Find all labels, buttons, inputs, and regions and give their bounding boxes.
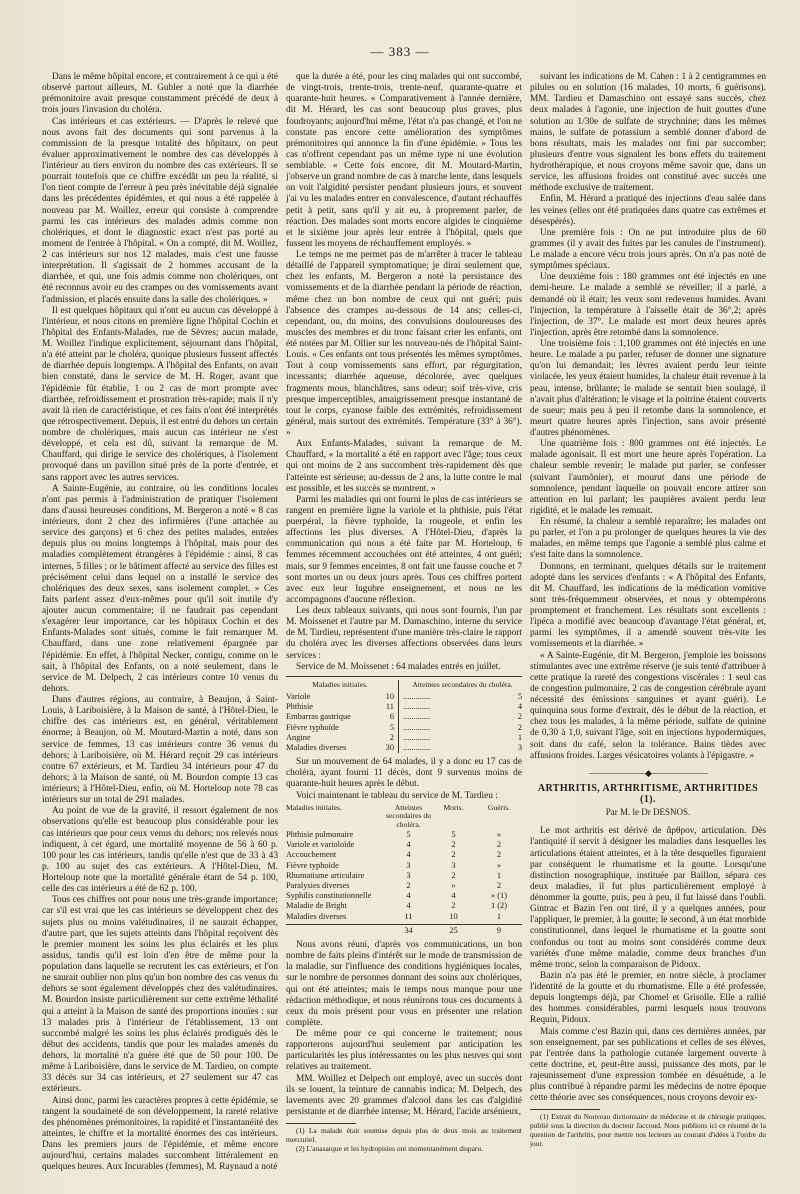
- paragraph: que la durée a été, pour les cinq malades qui ont succombé, de vingt-trois, trente-trois, trente-neuf, quarante-quatre et quarante-huit heures. « Comparativement à l'année dernière, dit M. Hérard, les cas sont beaucoup plus graves, plus foudroyants; aujourd'hui même, l'état n'a pas changé, et l'on ne constate pas encore cette amélioration des symptômes prémonitoires qui annonce la fin d'une épidémie. » Tous les cas n'offrent cependant pas un même type ni une évolution semblable. « Cette fois encore, dit M. Moutard-Martin, j'observe un grand nombre de cas à marche lente, dans lesquels on voit l'algidité persister pendant plusieurs jours, et souvent j'ai vu les malades entrer en convalescence, d'autant réchauffés petit à petit, sans qu'il y ait eu, à proprement parler, de réaction. Des malades sont morts encore algides le cinquième et le sixième jour après leur entrée à l'hôpital, quels que fussent les moyens de réchauffement employés. »: [286, 72, 522, 249]
- header-name: Maladies initiales.: [286, 802, 342, 812]
- table-row: Rhumatisme articulaire 3 2 1: [286, 870, 502, 880]
- page-number: — 383 —: [370, 44, 430, 59]
- paragraph: Dans d'autres régions, au contraire, à Beaujon, à Saint-Louis, à Lariboisière, à la Maison de santé, à l'Hôtel-Dieu, le chiffre des cas intérieurs est, en général, véritablement énorme; à Beaujon, où M. Moutard-Martin a noté, dans son service de femmes, 13 cas intérieurs contre 36 venus du dehors; à Lariboisière, où M. Hérard reçoit 29 cas intérieurs contre 67 extérieurs, et M. Tardieu 34 intérieurs pour 47 du dehors; à la Maison de santé, où M. Bourdon compte 13 cas intérieurs; à l'Hôtel-Dieu, enfin, où M. Horteloup note 78 cas intérieurs sur un total de 291 malades.: [42, 695, 278, 806]
- paragraph: Une deuxième fois : 180 grammes ont été injectés en une demi-heure. Le malade a semblé se réveiller; il a parlé, a demandé où il était; les veux sont redevenus humides. Avant l'injection, la température à l'aisselle était de 36°,2; après l'injection, de 37°. Le malade est mort deux heures après l'injection, après être retombé dans la somnolence.: [530, 272, 766, 338]
- header-atteintes: Atteintes secondaires du choléra.: [386, 802, 431, 830]
- tardieu-table: [286, 804, 522, 936]
- table-row: Variole 10: [286, 691, 394, 701]
- table-row: Phthisie pulmonaire 5 5 »: [286, 830, 502, 840]
- table-row: Maladies diverses 30: [286, 742, 394, 752]
- paragraph: Le mot arthritis est dérivé de ἄρθρον, articulation. Dès l'antiquité il servit à désigner les maladies dans lesquelles les articulations étaient atteintes, et à la tête desquelles figuraient par conséquent le rhumatisme et la goutte. Lorsqu'une distinction nosographique, instituée par Baillou, sépara ces deux maladies, il fut plus particulièrement employé à dénommer la goutte, puis, peu à peu, il fut laissé dans l'oubli. Gintrac et Bazin l'en ont tiré, il y a quelques années, pour l'appliquer, le premier, à la goutte; le second, à un état morbide constitutionnel, dans lequel le rhumatisme et la goutte sont confondus ou tout au moins sont considérés comme deux variétés d'une même maladie, comme deux branches d'un même tronc, selon la comparaison de Pidoux.: [530, 826, 766, 970]
- header-morts: Morts.: [443, 802, 464, 812]
- table-total-row: 34 25 9: [286, 924, 522, 936]
- footnote-rule: [286, 1123, 356, 1124]
- table-row: Fièvre typhoïde 5: [286, 722, 394, 732]
- table-row: Accouchement 4 2 2: [286, 850, 502, 860]
- paragraph: Mais comme c'est Bazin qui, dans ces dernières années, par son enseignement, par ses publications et celles de ses élèves, par l'entrée dans la pathologie cutanée largement ouverte à cette doctrine, et, peut-être aussi, puissance des mots, par le rajeunissement d'une expression tombée en désuétude, a le plus contribué à répandre parmi les médecins de notre époque cette théorie avec ses conséquences, nous croyons devoir ex-: [530, 1026, 766, 1104]
- table-left-part: [286, 680, 399, 753]
- section-divider: ———————◆———————: [589, 767, 707, 778]
- paragraph: « A Sainte-Eugénie, dit M. Bergeron, j'emploie les boissons stimulantes avec une extrême réserve (je suis tenté d'attribuer à cette pratique la rareté des congestions viscérales : 1 seul cas de congestion pulmonaire, 2 cas de congestion cérébrale ayant nécessité des émissions sanguines et ayant guéri). Le quinquina sous forme d'extrait, dès le début de la réaction, et chez tous les malades, à la même période, sulfate de quinine de 0,30 à 1,0, suivant l'âge, soit en injections hypodermiques, soit dans du café, selon la tolérance. Bains tièdes avec affusions froides. Larges vésicatoires volants à l'épigastre. »: [530, 650, 766, 761]
- paragraph: Ainsi donc, parmi les caractères propres à cette épidémie, se rangent la soudaineté de son développement, la rareté relative des phénomènes prémonitoires, la rapidité et l'instantanéité des atteintes, le chiffre et la mortalité énormes des cas intérieurs. Dans les premiers jours de l'épidémie, et même encore aujourd'hui, certains malades succombent littéralement en quelques heures. Aux Incurables (femmes), M. Raynaud a noté: [42, 1095, 278, 1172]
- footnote: (1) La malade était soumise depuis plus de deux mois au traitement mercuriel.: [286, 1126, 522, 1144]
- table-row: Syphilis constitutionnelle 4 4 » (1): [286, 891, 508, 901]
- paragraph: Il est quelques hôpitaux qui n'ont eu aucun cas développé à l'intérieur, et nous citons en première ligne l'hôpital Cochin et l'hôpital des Enfants-Malades, rue de Sèvres; aucun malade, M. Woillez l'indique explicitement, séjournant dans l'hôpital, n'a été atteint par le choléra, quoique plusieurs fussent affectés de diarrhée depuis longtemps. A l'hôpital des Enfants, on avait bien constaté, dans le service de M. H. Roger, avant que l'épidémie fût établie, 1 ou 2 cas de mort prompte avec diarrhée, refroidissement et prostration très-rapide; mais il n'y avait là rien de caractéristique, et ces faits n'ont été interprétés que rétrospectivement. Depuis, il est entré du dehors un certain nombre de cholériques, mais aucun cas intérieur ne s'est développé, et cela est dû, suivant la remarque de M. Chauffard, qui dirige le service des cholériques, à l'isolement provoqué dans un pavillon situé près de la porte d'entrée, et sans rapport avec les autres services.: [42, 305, 278, 483]
- column-left: [42, 72, 278, 1172]
- paragraph: A Sainte-Eugénie, au contraire, où les conditions locales n'ont pas permis à l'administration de pratiquer l'isolement dans d'aussi heureuses conditions, M. Bergeron a noté « 8 cas intérieurs, dont 2 chez des infirmières (l'une attachée au service des garçons) et 6 chez des petites malades, entrées depuis plus ou moins longtemps à l'hôpital, mais pour des maladies complètement étrangères à l'épidémie : ainsi, 8 cas internes, 5 filles ; or le bâtiment affecté au service des filles est précisément celui dans lequel on a installé le service des cholériques des deux sexes, sans isolement complet. » Ces faits parlent assez d'eux-mêmes pour qu'il soit inutile d'y ajouter aucun commentaire; il ne faudrait pas cependant s'exagérer leur importance, car les hôpitaux Cochin et des Enfants-Malades sont situés, comme le fait remarquer M. Chauffard, dans une zone relativement épargnée par l'épidémie. En effet, à l'hôpital Necker, contigu, comme on le sait, à l'hôpital des Enfants, on a noté seulement, dans le service de M. Delpech, 2 cas intérieurs contre 10 venus du dehors.: [42, 483, 278, 694]
- table-row: Variole et varioloïde 4 2 2: [286, 840, 502, 850]
- paragraph: Enfin, M. Hérard a pratiqué des injections d'eau salée dans les veines (elles ont été pratiquées dans quatre cas extrêmes et désespérés).: [530, 194, 766, 227]
- paragraph: Donnons, en terminant, quelques détails sur le traitement adopté dans les services d'enfants : « A l'hôpital des Enfants, dit M. Chauffard, les indications de la médication vomitive sont très-fréquemment observées, et nous y obtempérons promptement et franchement. Les résultats sont excellents : l'ipéca a modifié avec beaucoup d'avantage l'état général, et, parmi les symptômes, il a amendé souvent très-vite les vomissements et la diarrhée. »: [530, 561, 766, 650]
- paragraph: Dans le même hôpital encore, et contrairement à ce qui a été observé partout ailleurs, M. Gubler a noté que la diarrhée prémonitoire avait presque constamment précédé de deux à trois jours l'invasion du choléra.: [42, 72, 278, 116]
- moissenet-table: [286, 680, 522, 753]
- paragraph: De même pour ce qui concerne le traitement; nous rapporterons aujourd'hui seulement par anticipation les particularités les plus intéressantes ou les plus neuves qui sont relatives au traitement.: [286, 1029, 522, 1073]
- paragraph: Au point de vue de la gravité, il ressort également de nos observations qu'elle est beaucoup plus considérable pour les cas intérieurs que pour ceux venus du dehors; nos relevés nous indiquent, à cet égard, une mortalité moyenne de 56 à 60 p. 100 pour les cas intérieurs, tandis qu'elle n'est que de 33 à 43 p. 100 au sujet des cas extérieurs. A l'Hôtel-Dieu, M. Horteloup note que la mortalité générale étant de 54 p. 100, celle des cas intérieurs a été de 62 p. 100.: [42, 806, 278, 895]
- article-author: Par M. le Dr DESNOS.: [605, 807, 691, 818]
- table-cell: ............. 1: [403, 732, 522, 742]
- table-cell: ............. 2: [403, 722, 522, 732]
- table-cell: ............. 2: [403, 712, 522, 722]
- paragraph: Tous ces chiffres ont pour nous une très-grande importance; car s'il est vrai que les cas intérieurs se développent chez des sujets plus ou moins valétudinaires, il ne saurait échapper, d'autre part, que les sujets atteints dans l'hôpital reçoivent dès le premier moment les soins les plus éclairés et les plus assidus, tandis qu'il est loin d'en être de même pour la population dans laquelle se recrutent les cas extérieurs, et l'on ne saurait oublier non plus qu'un bon nombre des cas venus du dehors se sont également développés chez des valétudinaires. M. Bourdon insiste particulièrement sur cette extrême léthalité qui a atteint à la Maison de santé des proportions inouïes : sur 13 malades pris à l'intérieur de l'établissement, 13 ont succombé malgré les soins les plus éclairés prodigués dès le début des accidents, tandis que pour les malades amenés du dehors, la mortalité n'a guère été que de 50 pour 100. De même à Lariboisière, dans le service de M. Tardieu, on compte 33 décès sur 34 cas intérieurs, et 27 seulement sur 47 cas extérieurs.: [42, 895, 278, 1095]
- article-title: ARTHRITIS, ARTHRITISME, ARTHRITIDES (1).: [537, 782, 759, 805]
- paragraph: Cas intérieurs et cas extérieurs. — D'après le relevé que nous avons fait des documents qui sont parvenus à la commission de la presque totalité des hôpitaux, on peut évaluer approximativement le nombre des cas développés à l'intérieur au tiers environ du nombre des cas extérieurs. Il se pourrait toutefois que ce chiffre excédât un peu la réalité, si l'on tient compte de l'erreur à peu près inévitable déjà signalée dans les précédentes épidémies, et qui nous a été rappelée à nouveau par M. Woillez, erreur qui consiste à comprendre parmi les cas intérieurs des malades admis comme non cholériques, et dont le diagnostic exact n'est pas porté au moment de l'entrée à l'hôpital. « On a compté, dit M. Woillez, 2 cas intérieurs sur nos 12 malades, mais c'est une fausse interprétation. Il s'agissait de 2 hommes accusant de la diarrhée, et qui, une fois admis comme non cholériques, ont été reconnus avoir eu des crampes ou des vomissements avant l'admission, et placés ensuite dans la salle des cholériques. »: [42, 116, 278, 305]
- table-row: Phthisie 11: [286, 702, 394, 712]
- footnote: (1) Extrait du Nouveau dictionnaire de médecine et de chirurgie pratiques, publié sous la direction du docteur Jaccoud. Nous publions ici ce résumé de la question de l'arthritis, pour mettre nos lecteurs au courant d'idées à l'ordre du jour.: [530, 1112, 766, 1148]
- paragraph: Bazin n'a pas été le premier, en notre siècle, à proclamer l'identité de la goutte et du rhumatisme. Elle a été professée, depuis longtemps déjà, par Chomel et Grisolle. Elle a rallié des hommes considérables, parmi lesquels nous trouvons Requin, Pidoux.: [530, 970, 766, 1026]
- paragraph: Une première fois : On ne put introduire plus de 60 grammes (il y avait des fuites par les canules de l'instrument). Le malade a encore vécu trois jours après. On n'a pas noté de symptômes spéciaux.: [530, 227, 766, 272]
- paragraph: Une quatrième fois : 800 grammes ont été injectés. Le malade agonisait. Il est mort une heure après l'opération. La chaleur semble revenir; le malade put parler, se confesser (suivant l'aumônier), et mourut dans une période de somnolence, pendant laquelle on pouvait encore attirer son attention en lui parlant; les paupières avaient perdu leur rigidité, et le malade les remuait.: [530, 439, 766, 516]
- paragraph: suivant les indications de M. Cahen : 1 à 2 centigrammes en pilules ou en solution (16 malades, 10 morts, 6 guérisons). MM. Tardieu et Damaschino ont essayé sans succès, chez deux malades à l'agonie, une injection de huit gouttes d'une solution au 1/30e de sulfate de strychnine; dans les mêmes mains, le sulfate de potassium a semblé donner d'abord de bons résultats, mais les malades ont fini par succomber; plusieurs d'entre vous signalent les bons effets du traitement hydrothérapique, et nous croyons même savoir que, dans un service, les affusions froides ont constitué avec succès une méthode exclusive de traitement.: [530, 72, 766, 194]
- paragraph: Nous avons réuni, d'après vos communications, un bon nombre de faits pleins d'intérêt sur le mode de transmission de la maladie, sur l'influence des conditions hygiéniques locales, sur le nombre de personnes donnant des soins aux cholériques, qui ont été atteintes; mais le temps nous manque pour une rédaction méthodique, et nous réunirons tous ces documents à ceux du mois présent pour vous en présenter une relation complète.: [286, 940, 522, 1028]
- table-row: Maladie de Bright 4 2 1 (2): [286, 901, 508, 911]
- table-caption: Service de M. Moissenet : 64 malades entrés en juillet.: [296, 661, 501, 672]
- footnote: (2) L'anasarque et les hydropisies ont momentanément disparu.: [296, 1143, 483, 1153]
- table-header: Atteintes secondaires du choléra.: [412, 679, 513, 689]
- table-row: Fièvre typhoïde 3 3 »: [286, 860, 502, 870]
- table-cell: ............. 3: [403, 742, 522, 752]
- table-cell: ............. 5: [403, 691, 522, 701]
- paragraph: Les deux tableaux suivants, qui nous sont fournis, l'un par M. Moissenet et l'autre par M. Damaschino, interne du service de M. Tardieu, représentent d'une manière très-claire le rapport du choléra avec les diverses affections observées dans leurs services :: [286, 606, 522, 661]
- table-header: Maladies initiales.: [312, 679, 368, 689]
- table-row: Angine 2: [286, 732, 394, 742]
- paragraph: Le temps ne me permet pas de m'arrêter à tracer le tableau détaillé de l'appareil symptomatique; je dirai seulement que, chez les enfants, M. Bergeron a noté la persistance des vomissements et de la diarrhée pendant la période de réaction, même chez un bon nombre de ceux qui ont guéri; puis l'absence des crampes au-dessous de 14 ans; celles-ci, cependant, ou, du moins, des convulsions douloureuses des muscles des membres et du tronc faisant crier les enfants, ont été notées par M. Ollier sur les nouveau-nés de l'hôpital Saint-Louis. « Ces enfants ont tous présentés les mêmes symptômes. Tout à coup vomissements sans effort, par régurgitation, incessants; diarrhée aqueuse, décolorée, avec quelques fragments mous, blanchâtres, sans odeur; soif très-vive, cris presque imperceptibles, amaigrissement presque instantané de tout le corps, cyanose faible des extrémités, refroidissement général, mais surtout des extrémités. Température (33° à 36°). »: [286, 250, 522, 438]
- table-row: Paralysies diverses 2 » 2: [286, 881, 502, 891]
- paragraph: En résumé, la chaleur a semblé reparaître; les malades ont pu parler, et l'on a pu prolonger de quelques heures la vie des malades, en même temps que l'agonie a semblé plus calme et s'est faite dans la somnolence.: [530, 517, 766, 561]
- header-gueris: Guéris.: [487, 802, 511, 812]
- table-cell: ............. 4: [403, 702, 522, 712]
- paragraph: MM. Woillez et Delpech ont employé, avec un succès dont ils se louent, la teinture de cannabis indica; M. Delpech, des lavements avec 20 grammes d'alcool dans les cas d'algidité persistante et de diarrhée intense; M. Hérard, l'acide arsénieux,: [286, 1073, 522, 1117]
- footnote-rule: [530, 1109, 600, 1110]
- column-right: [530, 72, 766, 1172]
- paragraph: Parmi les maladies qui ont fourni le plus de cas intérieurs se rangent en première ligne la variole et la phthisie, puis l'état puerpéral, la fièvre typhoïde, la rougeole, et enfin les affections les plus diverses. A l'Hôtel-Dieu, d'après la communication qui nous a été faite par M. Horteloup, 6 femmes récemment accouchées ont été atteintes, 4 ont guéri; mais, sur 9 femmes enceintes, 8 ont fait une fausse couche et 7 sont mortes un ou deux jours après. Tous ces chiffres portent avec eux leur lugubre enseignement, et nous ne les accompagnons d'aucune réflexion.: [286, 494, 522, 605]
- paragraph: Une troisième fois : 1,100 grammes ont été injectés en une heure. Le malade a pu parler, refuser de donner une signature qu'on lui demandait; les lèvres avaient perdu leur teinte violacée, les yeux étaient humides, la chaleur était revenue à la peau, intense, brûlante; le malade se sentait bien soulagé, il n'avait plus d'altération; le visage et la poitrine étaient couverts de sueur; mais peu à peu il retombe dans la somnolence, et meurt quatre heures après l'injection, sans avoir présenté d'autres phénomènes.: [530, 339, 766, 438]
- table-row: Maladies diverses 11 10 1: [286, 911, 502, 921]
- table-right-part: [399, 680, 522, 753]
- paragraph: Aux Enfants-Malades, suivant la remarque de M. Chauffard, « la mortalité a été en rapport avec l'âge; tous ceux qui ont moins de 2 ans succombent très-rapidement dès que l'atteinte est sérieuse; au-dessus de 2 ans, la lutte contre le mal est possible, et les succès se montrent. »: [286, 439, 522, 494]
- column-middle: [286, 72, 522, 1172]
- table-rule: [286, 676, 522, 677]
- paragraph: Sur un mouvement de 64 malades, il y a donc eu 17 cas de choléra, ayant fourni 11 décès, dont 9 survenus moins de quarante-huit heures après le début.: [286, 757, 522, 790]
- table-header-row: [286, 804, 522, 830]
- table-caption: Voici maintenant le tableau du service de M. Tardieu :: [296, 790, 498, 801]
- table-row: Embarras gastrique 6: [286, 712, 394, 722]
